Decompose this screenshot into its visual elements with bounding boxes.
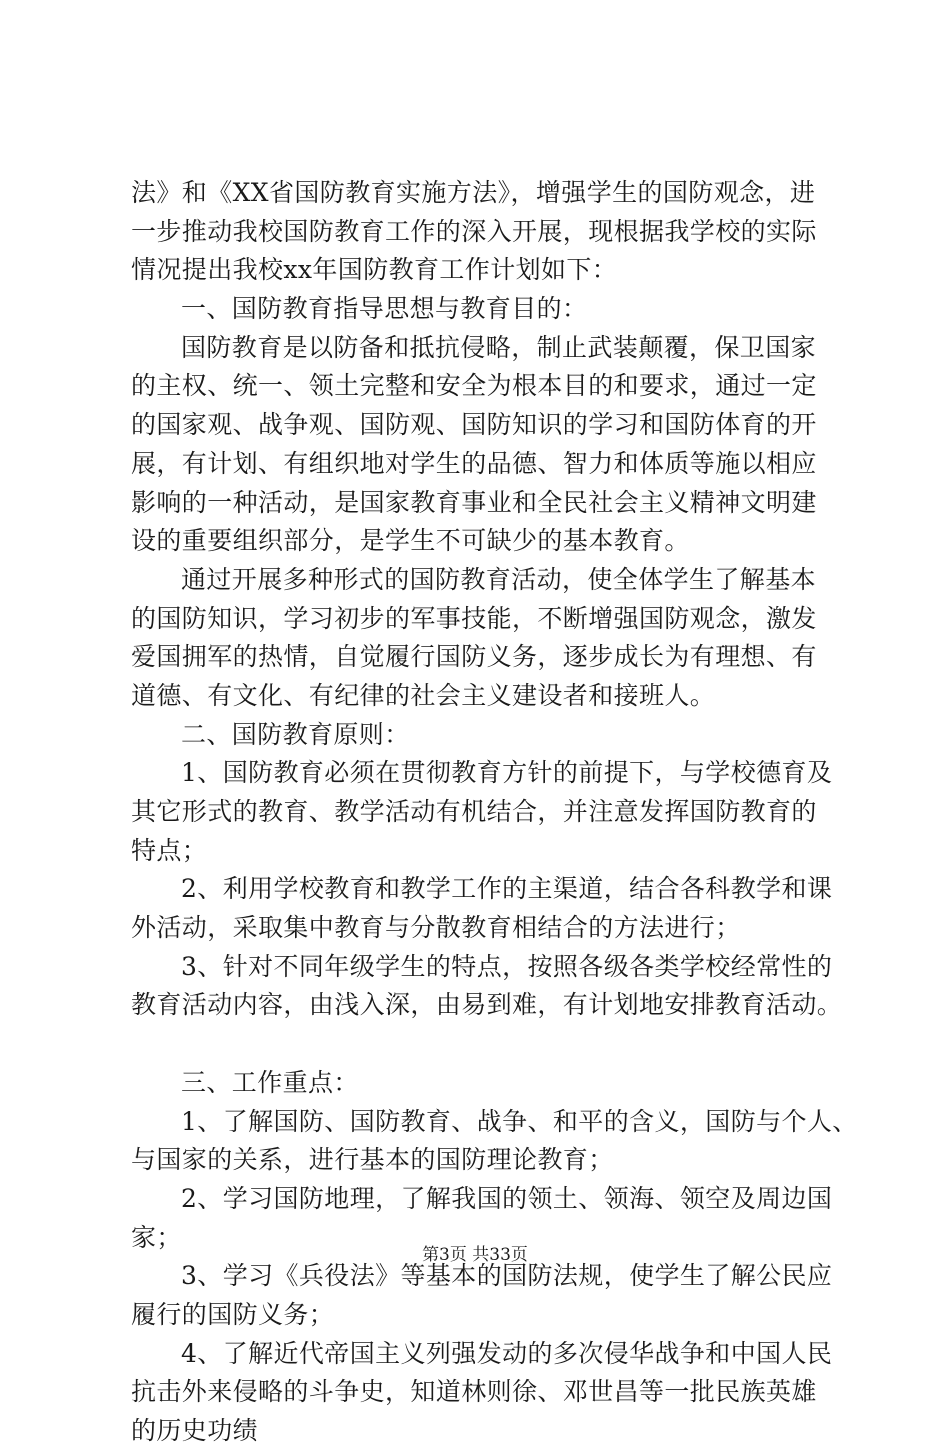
text-line: 的主权、统一、领土完整和安全为根本目的和要求，通过一定 — [131, 371, 817, 401]
text-line: 通过开展多种形式的国防教育活动，使全体学生了解基本 — [181, 564, 817, 594]
text-line: 1、了解国防、国防教育、战争、和平的含义，国防与个人、 — [181, 1106, 858, 1136]
text-line: 的历史功绩 — [131, 1416, 259, 1445]
text-line: 的国家观、战争观、国防观、国防知识的学习和国防体育的开 — [131, 410, 817, 440]
text-line: 国防教育是以防备和抵抗侵略，制止武装颠覆，保卫国家 — [181, 332, 817, 362]
section-heading: 三、工作重点： — [181, 1067, 359, 1097]
text-line: 2、学习国防地理，了解我国的领土、领海、领空及周边国 — [181, 1183, 833, 1213]
text-line: 抗击外来侵略的斗争史，知道林则徐、邓世昌等一批民族英雄 — [131, 1377, 817, 1407]
text-line: 与国家的关系，进行基本的国防理论教育； — [131, 1145, 614, 1175]
text-line: 其它形式的教育、教学活动有机结合，并注意发挥国防教育的 — [131, 797, 817, 826]
text-line: 法》和《XX省国防教育实施方法》，增强学生的国防观念，进 — [131, 178, 816, 207]
text-line: 2、利用学校教育和教学工作的主渠道，结合各科教学和课 — [181, 874, 833, 904]
text-line: 展，有计划、有组织地对学生的品德、智力和体质等施以相应 — [131, 448, 817, 478]
text-line: 影响的一种活动，是国家教育事业和全民社会主义精神文明建 — [131, 487, 817, 517]
text-line: 家； — [131, 1222, 182, 1252]
text-line: 设的重要组织部分，是学生不可缺少的基本教育。 — [131, 526, 690, 556]
text-line: 特点； — [131, 835, 208, 865]
text-line: 的国防知识，学习初步的军事技能，不断增强国防观念，激发 — [131, 603, 817, 633]
text-line: 道德、有文化、有纪律的社会主义建设者和接班人。 — [131, 680, 716, 710]
text-line: 爱国拥军的热情，自觉履行国防义务，逐步成长为有理想、有 — [131, 642, 817, 672]
text-line: 履行的国防义务； — [131, 1299, 335, 1329]
page-number-footer: 第3页 共33页 — [422, 1245, 528, 1265]
section-heading: 一、国防教育指导思想与教育目的： — [181, 294, 588, 324]
text-line: 情况提出我校xx年国防教育工作计划如下： — [131, 255, 618, 285]
text-line: 外活动，采取集中教育与分散教育相结合的方法进行； — [131, 913, 741, 943]
text-line: 一步推动我校国防教育工作的深入开展，现根据我学校的实际 — [131, 216, 817, 246]
section-heading: 二、国防教育原则： — [181, 719, 410, 749]
text-line: 教育活动内容，由浅入深，由易到难，有计划地安排教育活动。 — [131, 990, 843, 1020]
text-line: 3、学习《兵役法》等基本的国防法规，使学生了解公民应 — [181, 1261, 833, 1291]
blank-line — [131, 1025, 851, 1064]
text-line: 4、了解近代帝国主义列强发动的多次侵华战争和中国人民 — [181, 1338, 833, 1368]
text-line: 1、国防教育必须在贯彻教育方针的前提下，与学校德育及 — [181, 758, 833, 788]
text-line: 3、针对不同年级学生的特点，按照各级各类学校经常性的 — [181, 951, 833, 981]
